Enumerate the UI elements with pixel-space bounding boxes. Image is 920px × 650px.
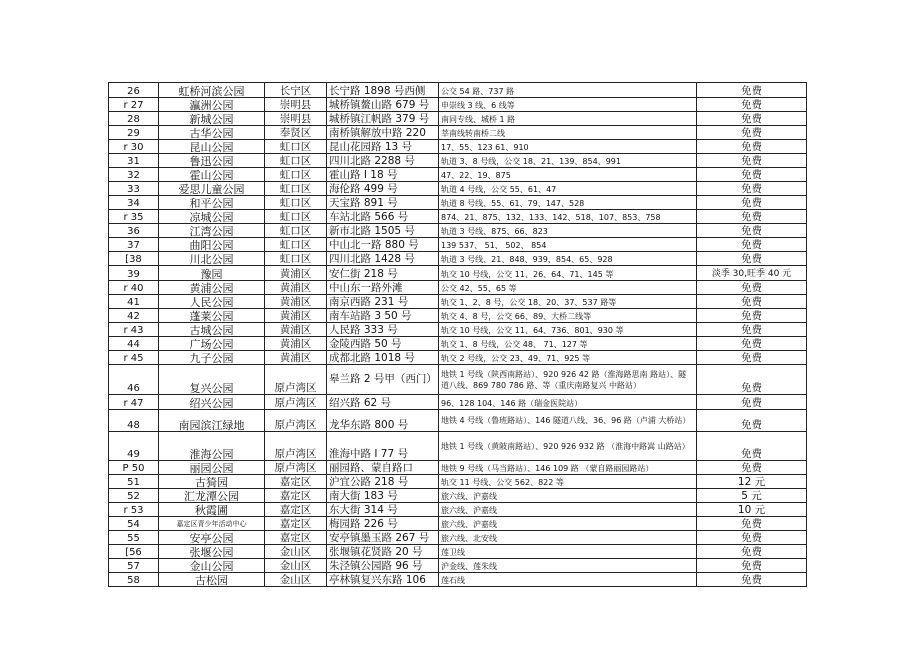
row-number-cell: 41 [109, 295, 159, 309]
admission-fee-cell: 免费 [697, 461, 807, 475]
address-cell: 人民路 333 号 [327, 323, 439, 337]
admission-fee-cell: 免费 [697, 168, 807, 182]
transit-routes-cell: 轨交 10 号线，公交 11、26、64、71、145 等 [439, 266, 697, 281]
table-row [109, 83, 807, 98]
row-number-cell: 29 [109, 126, 159, 140]
address-cell: 亭林镇复兴东路 106 [327, 573, 439, 587]
address-cell: 车站北路 566 号 [327, 210, 439, 224]
address-cell: 绍兴路 62 号 [327, 395, 439, 410]
admission-fee-cell: 淡季 30,旺季 40 元 [697, 266, 807, 281]
table-row [109, 323, 807, 337]
district-cell: 崇明县 [265, 98, 327, 112]
admission-fee-cell: 免费 [697, 182, 807, 196]
park-name-cell: 秋霞圃 [159, 503, 265, 517]
transit-routes-cell: 旅六线、沪嘉线 [439, 489, 697, 503]
row-number-cell: 42 [109, 309, 159, 323]
park-name-cell: 蓬莱公园 [159, 309, 265, 323]
park-name-cell: 九子公园 [159, 351, 265, 365]
address-cell: 南车站路 3 50 号 [327, 309, 439, 323]
address-cell: 朱泾镇公园路 96 号 [327, 559, 439, 573]
row-number-cell: 31 [109, 154, 159, 168]
park-name-cell: 曲阳公园 [159, 238, 265, 252]
admission-fee-cell: 免费 [697, 323, 807, 337]
district-cell: 嘉定区 [265, 531, 327, 545]
table-row [109, 461, 807, 475]
row-number-cell: 32 [109, 168, 159, 182]
transit-routes-cell: 申崇线 3 线、6 线等 [439, 98, 697, 112]
row-number-cell: 49 [109, 432, 159, 461]
transit-routes-cell: 轨道 8 号线、55、61、79、147、528 [439, 196, 697, 210]
district-cell: 原卢湾区 [265, 461, 327, 475]
table-row [109, 517, 807, 531]
transit-routes-cell: 874、21、875、132、133、142、518、107、853、758 [439, 210, 697, 224]
address-cell: 沪宜公路 218 号 [327, 475, 439, 489]
row-number-cell: r 30 [109, 140, 159, 154]
address-cell: 安仁街 218 号 [327, 266, 439, 281]
transit-routes-cell: 轨交 2 号线，公交 23、49、71、925 等 [439, 351, 697, 365]
table-row [109, 154, 807, 168]
district-cell: 原卢湾区 [265, 395, 327, 410]
park-name-cell: 虹桥河滨公园 [159, 83, 265, 98]
district-cell: 原卢湾区 [265, 432, 327, 461]
transit-routes-cell: 南同专线、城桥 1 路 [439, 112, 697, 126]
row-number-cell: 44 [109, 337, 159, 351]
table-row [109, 98, 807, 112]
district-cell: 黄浦区 [265, 295, 327, 309]
park-name-cell: 广场公园 [159, 337, 265, 351]
district-cell: 虹口区 [265, 196, 327, 210]
table-row [109, 410, 807, 432]
row-number-cell: r 47 [109, 395, 159, 410]
district-cell: 金山区 [265, 545, 327, 559]
district-cell: 黄浦区 [265, 281, 327, 295]
table-row [109, 196, 807, 210]
table-row [109, 224, 807, 238]
parks-table [108, 82, 807, 587]
table-row [109, 126, 807, 140]
transit-routes-cell: 轨交 1、2、8 号，公交 18、20、37、537 路等 [439, 295, 697, 309]
district-cell: 黄浦区 [265, 351, 327, 365]
address-cell: 南大街 183 号 [327, 489, 439, 503]
admission-fee-cell: 免费 [697, 154, 807, 168]
row-number-cell: r 40 [109, 281, 159, 295]
parks-table-body [109, 83, 807, 587]
admission-fee-cell: 免费 [697, 98, 807, 112]
transit-routes-cell: 轨道 3 号线、21、848、939、854、65、928 [439, 252, 697, 266]
district-cell: 金山区 [265, 573, 327, 587]
district-cell: 嘉定区 [265, 517, 327, 531]
address-cell: 金陵西路 50 号 [327, 337, 439, 351]
district-cell: 黄浦区 [265, 337, 327, 351]
admission-fee-cell: 免费 [697, 337, 807, 351]
address-cell: 安亭镇墨玉路 267 号 [327, 531, 439, 545]
table-row [109, 112, 807, 126]
row-number-cell: 36 [109, 224, 159, 238]
park-name-cell: 霍山公园 [159, 168, 265, 182]
address-cell: 南京西路 231 号 [327, 295, 439, 309]
row-number-cell: r 53 [109, 503, 159, 517]
district-cell: 原卢湾区 [265, 365, 327, 395]
admission-fee-cell: 免费 [697, 196, 807, 210]
district-cell: 嘉定区 [265, 475, 327, 489]
transit-routes-cell: 轨交 4、8 号，公交 66、89、大桥二线等 [439, 309, 697, 323]
transit-routes-cell: 17、55、123 61、910 [439, 140, 697, 154]
park-name-cell: 凉城公园 [159, 210, 265, 224]
park-name-cell: 古华公园 [159, 126, 265, 140]
district-cell: 黄浦区 [265, 309, 327, 323]
district-cell: 虹口区 [265, 140, 327, 154]
row-number-cell: r 27 [109, 98, 159, 112]
park-name-cell: 南园滨江绿地 [159, 410, 265, 432]
park-name-cell: 豫园 [159, 266, 265, 281]
row-number-cell: 37 [109, 238, 159, 252]
transit-routes-cell: 旅六线、沪嘉线 [439, 503, 697, 517]
transit-routes-cell: 96、128 104、146 路（瑞金医院站） [439, 395, 697, 410]
table-row [109, 545, 807, 559]
table-row [109, 475, 807, 489]
table-row [109, 489, 807, 503]
table-row [109, 168, 807, 182]
address-cell: 丽园路、蒙自路口 [327, 461, 439, 475]
district-cell: 嘉定区 [265, 503, 327, 517]
transit-routes-cell: 轨交 1、8 号线，公交 48、 71、127 等 [439, 337, 697, 351]
admission-fee-cell: 免费 [697, 309, 807, 323]
district-cell: 虹口区 [265, 182, 327, 196]
park-name-cell: 汇龙潭公园 [159, 489, 265, 503]
transit-routes-cell: 地铁 4 号线（鲁班路站）、146 隧道八线、36、96 路（卢浦 大桥站） [439, 410, 697, 432]
table-row [109, 281, 807, 295]
admission-fee-cell: 免费 [697, 410, 807, 432]
admission-fee-cell: 免费 [697, 83, 807, 98]
table-row [109, 210, 807, 224]
district-cell: 原卢湾区 [265, 410, 327, 432]
admission-fee-cell: 免费 [697, 395, 807, 410]
row-number-cell: 48 [109, 410, 159, 432]
transit-routes-cell: 轨交 11 号线、公交 562、822 等 [439, 475, 697, 489]
table-row [109, 503, 807, 517]
admission-fee-cell: 10 元 [697, 503, 807, 517]
park-name-cell: 和平公园 [159, 196, 265, 210]
transit-routes-cell: 轨道 3、8 号线，公交 18、21、139、854、991 [439, 154, 697, 168]
transit-routes-cell: 139 537、 51、 502、 854 [439, 238, 697, 252]
district-cell: 虹口区 [265, 238, 327, 252]
admission-fee-cell: 免费 [697, 140, 807, 154]
row-number-cell: 39 [109, 266, 159, 281]
park-name-cell: 张堰公园 [159, 545, 265, 559]
table-row [109, 365, 807, 395]
row-number-cell: r 35 [109, 210, 159, 224]
row-number-cell: 28 [109, 112, 159, 126]
transit-routes-cell: 旅六线、北安线 [439, 531, 697, 545]
row-number-cell: 51 [109, 475, 159, 489]
table-row [109, 252, 807, 266]
address-cell: 龙华东路 800 号 [327, 410, 439, 432]
district-cell: 虹口区 [265, 154, 327, 168]
address-cell: 张堰镇花贤路 20 号 [327, 545, 439, 559]
row-number-cell: [56 [109, 545, 159, 559]
park-name-cell: 金山公园 [159, 559, 265, 573]
park-name-cell: 丽园公园 [159, 461, 265, 475]
row-number-cell: [38 [109, 252, 159, 266]
district-cell: 崇明县 [265, 112, 327, 126]
admission-fee-cell: 免费 [697, 531, 807, 545]
address-cell: 天宝路 891 号 [327, 196, 439, 210]
park-name-cell: 嘉定区青少年活动中心 [159, 517, 265, 531]
park-name-cell: 淮海公园 [159, 432, 265, 461]
transit-routes-cell: 47、22、19、875 [439, 168, 697, 182]
transit-routes-cell: 旅六线、沪嘉线 [439, 517, 697, 531]
district-cell: 黄浦区 [265, 266, 327, 281]
transit-routes-cell: 地铁 1 号线（黄陂南路站）、920 926 932 路 （淮海中路嵩 山路站） [439, 432, 697, 461]
row-number-cell: 26 [109, 83, 159, 98]
admission-fee-cell: 免费 [697, 126, 807, 140]
address-cell: 昆山花园路 13 号 [327, 140, 439, 154]
district-cell: 嘉定区 [265, 489, 327, 503]
row-number-cell: r 45 [109, 351, 159, 365]
transit-routes-cell: 公交 42、55、65 等 [439, 281, 697, 295]
table-row [109, 140, 807, 154]
district-cell: 长宁区 [265, 83, 327, 98]
park-name-cell: 安亭公园 [159, 531, 265, 545]
transit-routes-cell: 轨交 10 号线，公交 11、64、736、801、930 等 [439, 323, 697, 337]
row-number-cell: 33 [109, 182, 159, 196]
district-cell: 金山区 [265, 559, 327, 573]
district-cell: 奉贤区 [265, 126, 327, 140]
admission-fee-cell: 免费 [697, 573, 807, 587]
admission-fee-cell: 免费 [697, 295, 807, 309]
address-cell: 皋兰路 2 号甲（西门） [327, 365, 439, 395]
row-number-cell: P 50 [109, 461, 159, 475]
row-number-cell: r 43 [109, 323, 159, 337]
row-number-cell: 54 [109, 517, 159, 531]
address-cell: 南桥镇解放中路 220 [327, 126, 439, 140]
park-name-cell: 人民公园 [159, 295, 265, 309]
district-cell: 虹口区 [265, 252, 327, 266]
admission-fee-cell: 免费 [697, 281, 807, 295]
admission-fee-cell: 免费 [697, 559, 807, 573]
admission-fee-cell: 免费 [697, 351, 807, 365]
address-cell: 霍山路 I 18 号 [327, 168, 439, 182]
park-name-cell: 昆山公园 [159, 140, 265, 154]
park-name-cell: 古猗园 [159, 475, 265, 489]
address-cell: 四川北路 1428 号 [327, 252, 439, 266]
transit-routes-cell: 地铁 9 号线（马当路站）、146 109 路 （蒙自路丽园路站） [439, 461, 697, 475]
transit-routes-cell: 莘南线转南桥二线 [439, 126, 697, 140]
address-cell: 淮海中路 I 77 号 [327, 432, 439, 461]
table-row [109, 238, 807, 252]
row-number-cell: 58 [109, 573, 159, 587]
row-number-cell: 52 [109, 489, 159, 503]
address-cell: 东大街 314 号 [327, 503, 439, 517]
row-number-cell: 46 [109, 365, 159, 395]
district-cell: 虹口区 [265, 224, 327, 238]
park-name-cell: 爱思儿童公园 [159, 182, 265, 196]
admission-fee-cell: 免费 [697, 112, 807, 126]
table-row [109, 309, 807, 323]
transit-routes-cell: 沪金线、莲朱线 [439, 559, 697, 573]
address-cell: 四川北路 2288 号 [327, 154, 439, 168]
admission-fee-cell: 12 元 [697, 475, 807, 489]
table-row [109, 295, 807, 309]
park-name-cell: 江湾公园 [159, 224, 265, 238]
row-number-cell: 34 [109, 196, 159, 210]
table-row [109, 182, 807, 196]
transit-routes-cell: 莲石线 [439, 573, 697, 587]
address-cell: 梅园路 226 号 [327, 517, 439, 531]
table-row [109, 351, 807, 365]
address-cell: 中山东一路外滩 [327, 281, 439, 295]
park-name-cell: 古松园 [159, 573, 265, 587]
row-number-cell: 57 [109, 559, 159, 573]
transit-routes-cell: 轨道 4 号线，公交 55、61、47 [439, 182, 697, 196]
park-name-cell: 复兴公园 [159, 365, 265, 395]
transit-routes-cell: 公交 54 路、737 路 [439, 83, 697, 98]
table-row [109, 432, 807, 461]
table-row [109, 573, 807, 587]
table-row [109, 559, 807, 573]
transit-routes-cell: 轨道 3 号线、875、66、823 [439, 224, 697, 238]
transit-routes-cell: 莲卫线 [439, 545, 697, 559]
admission-fee-cell: 免费 [697, 224, 807, 238]
park-name-cell: 绍兴公园 [159, 395, 265, 410]
address-cell: 中山北一路 880 号 [327, 238, 439, 252]
address-cell: 城桥镇鳌山路 679 号 [327, 98, 439, 112]
admission-fee-cell: 免费 [697, 432, 807, 461]
admission-fee-cell: 免费 [697, 238, 807, 252]
address-cell: 成都北路 1018 号 [327, 351, 439, 365]
district-cell: 虹口区 [265, 210, 327, 224]
park-name-cell: 新城公园 [159, 112, 265, 126]
admission-fee-cell: 5 元 [697, 489, 807, 503]
address-cell: 长宁路 1898 号西侧 [327, 83, 439, 98]
address-cell: 城桥镇江帆路 379 号 [327, 112, 439, 126]
park-name-cell: 古城公园 [159, 323, 265, 337]
park-name-cell: 鲁迅公园 [159, 154, 265, 168]
district-cell: 虹口区 [265, 168, 327, 182]
park-name-cell: 川北公园 [159, 252, 265, 266]
row-number-cell: 55 [109, 531, 159, 545]
address-cell: 海伦路 499 号 [327, 182, 439, 196]
table-row [109, 395, 807, 410]
district-cell: 黄浦区 [265, 323, 327, 337]
admission-fee-cell: 免费 [697, 210, 807, 224]
park-name-cell: 黄浦公园 [159, 281, 265, 295]
table-row [109, 337, 807, 351]
admission-fee-cell: 免费 [697, 365, 807, 395]
park-name-cell: 瀛洲公园 [159, 98, 265, 112]
admission-fee-cell: 免费 [697, 545, 807, 559]
address-cell: 新市北路 1505 号 [327, 224, 439, 238]
admission-fee-cell: 免费 [697, 252, 807, 266]
transit-routes-cell: 地铁 1 号线（陕西南路站）、920 926 42 路（淮海路思南 路站）、隧道八线、869 780 786 路、等（重庆南路复兴 中路站） [439, 365, 697, 395]
table-row [109, 266, 807, 281]
table-row [109, 531, 807, 545]
admission-fee-cell: 免费 [697, 517, 807, 531]
